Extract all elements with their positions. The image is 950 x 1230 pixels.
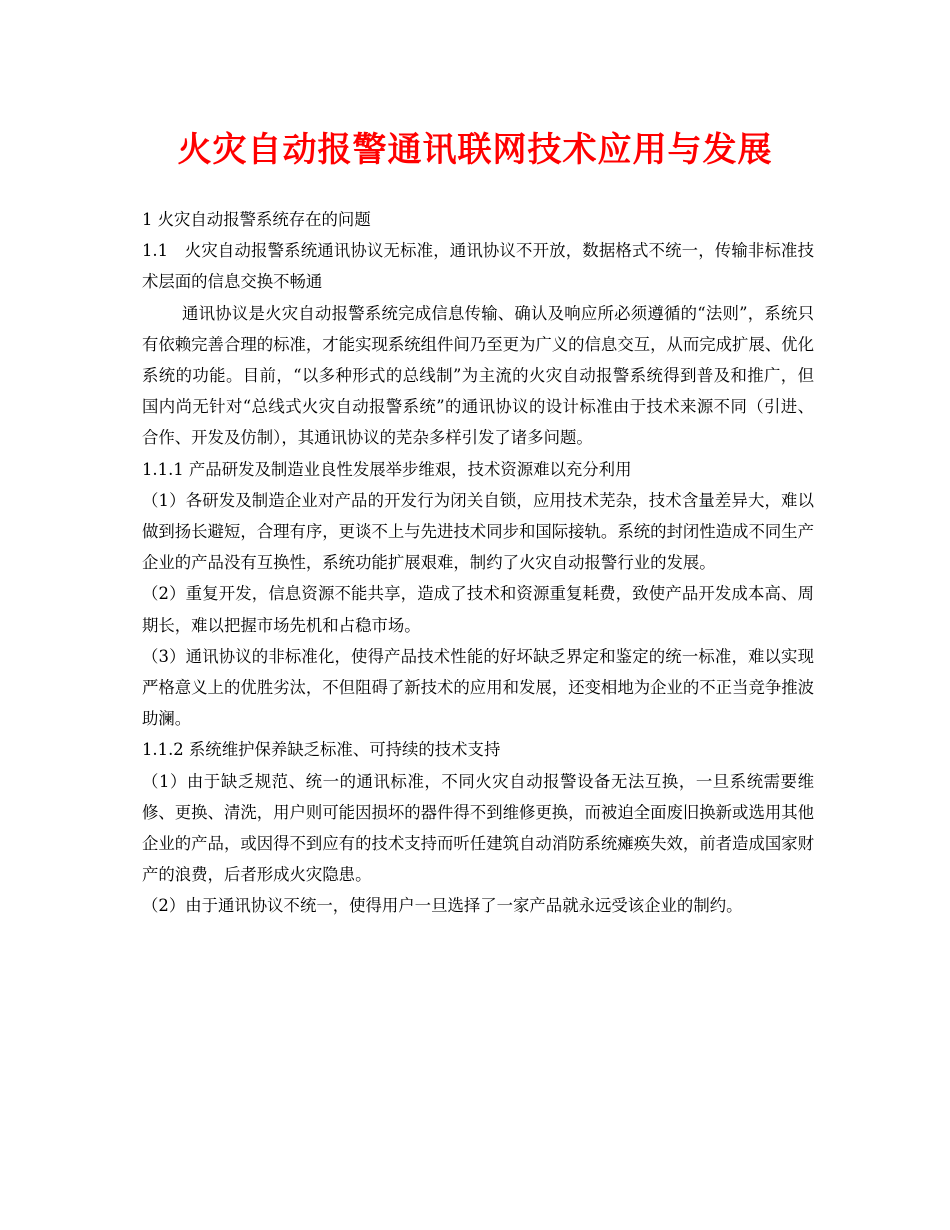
list-item-1-1-2-a: （1）由于缺乏规范、统一的通讯标准，不同火灾自动报警设备无法互换，一旦系统需要维修、更换、清洗，用户则可能因损坏的器件得不到维修更换，而被迫全面废旧换新或选用其他企业的产品，或因得不到应有的技术支持而听任建筑自动消防系统瘫痪失效，前者造成国家财产的浪费，后者形成火灾隐患。 — [142, 771, 815, 885]
document-title: 火灾自动报警通讯联网技术应用与发展 — [177, 130, 773, 170]
section-heading-1-1: 1.1 火灾自动报警系统通讯协议无标准，通讯协议不开放，数据格式不统一，传输非标准技术层面的信息交换不畅通 — [142, 241, 814, 292]
list-item-1-1-1-b: （2）重复开发，信息资源不能共享，造成了技术和资源重复耗费，致使产品开发成本高、周期长，难以把握市场先机和占稳市场。 — [142, 584, 814, 635]
list-item-1-1-2-b: （2）由于通讯协议不统一，使得用户一旦选择了一家产品就永远受该企业的制约。 — [142, 896, 743, 916]
section-heading-1: 1 火灾自动报警系统存在的问题 — [142, 210, 371, 229]
section-heading-1-1-1: 1.1.1 产品研发及制造业良性发展举步维艰，技术资源难以充分利用 — [142, 459, 632, 479]
list-item-1-1-1-a: （1）各研发及制造企业对产品的开发行为闭关自锁，应用技术芜杂，技术含量差异大，难以做到扬长避短，合理有序，更谈不上与先进技术同步和国际接轨。系统的封闭性造成不同生产企业的产品没有互换性，系统功能扩展艰难，制约了火灾自动报警行业的发展。 — [142, 490, 815, 573]
section-heading-1-1-2: 1.1.2 系统维护保养缺乏标准、可持续的技术支持 — [142, 740, 501, 760]
paragraph-protocol-intro: 通讯协议是火灾自动报警系统完成信息传输、确认及响应所必须遵循的“法则”，系统只有依赖完善合理的标准，才能实现系统组件间乃至更为广义的信息交互，从而完成扩展、优化系统的功能。目前，“以多种形式的总线制”为主流的火灾自动报警系统得到普及和推广，但国内尚无针对“总线式火灾自动报警系统”的通讯协议的设计标准由于技术来源不同（引进、合作、开发及仿制），其通讯协议的芜杂多样引发了诸多问题。 — [142, 303, 815, 448]
list-item-1-1-1-c: （3）通讯协议的非标准化，使得产品技术性能的好坏缺乏界定和鉴定的统一标准，难以实现严格意义上的优胜劣汰，不但阻碍了新技术的应用和发展，还变相地为企业的不正当竞争推波助澜。 — [142, 646, 815, 729]
document-body — [142, 204, 814, 922]
